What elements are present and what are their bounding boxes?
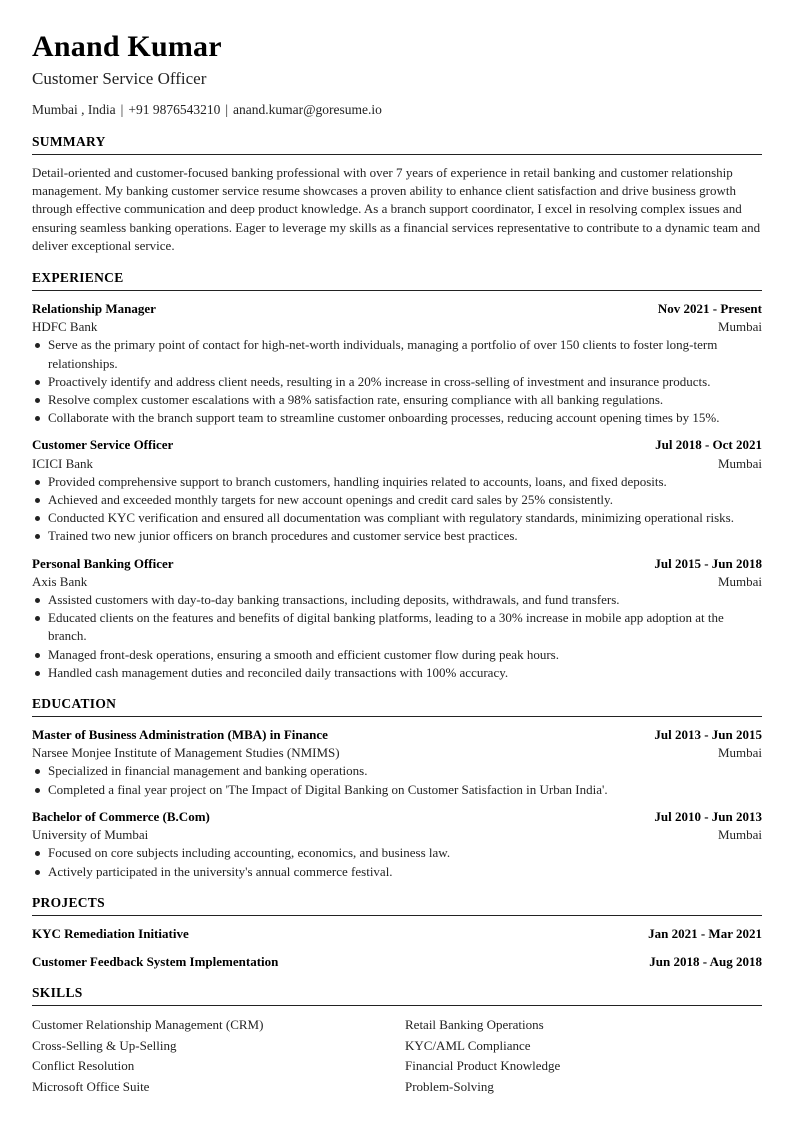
school-name: University of Mumbai — [32, 827, 149, 843]
bullet-item: Managed front-desk operations, ensuring a smooth and efficient customer flow during peak hours. — [32, 646, 762, 664]
section-heading: SKILLS — [32, 985, 762, 1006]
job-title: Relationship Manager — [32, 301, 156, 317]
section-heading: EDUCATION — [32, 696, 762, 717]
project-entry — [32, 925, 762, 943]
employer: Axis Bank — [32, 573, 88, 589]
bullet-item: Focused on core subjects including accounting, economics, and business law. — [32, 844, 762, 862]
skill-item: Conflict Resolution — [32, 1058, 135, 1074]
experience-entry — [32, 300, 762, 427]
bullet-list — [32, 473, 762, 546]
bullet-list — [32, 591, 762, 682]
bullet-item: Handled cash management duties and reconciled daily transactions with 100% accuracy. — [32, 664, 762, 682]
experience-entry — [32, 555, 762, 682]
section-heading: EXPERIENCE — [32, 270, 762, 291]
bullet-item: Educated clients on the features and benefits of digital banking platforms, leading to a 30% increase in mobile app adoption at the branch. — [32, 609, 762, 645]
school-name: Narsee Monjee Institute of Management Studies (NMIMS) — [32, 745, 340, 761]
job-title: Customer Service Officer — [32, 437, 174, 453]
skills-grid — [32, 1015, 762, 1097]
bullet-item: Collaborate with the branch support team to streamline customer onboarding processes, reducing account opening times by 15%. — [32, 409, 762, 427]
skill-item: Customer Relationship Management (CRM) — [32, 1017, 264, 1033]
bullet-item: Assisted customers with day-to-day banking transactions, including deposits, withdrawals, and fund transfers. — [32, 591, 762, 609]
job-location: Mumbai — [717, 573, 762, 589]
school-location: Mumbai — [717, 827, 762, 843]
bullet-item: Proactively identify and address client needs, resulting in a 20% increase in cross-selling of investment and insurance products. — [32, 373, 762, 391]
resume-page — [32, 30, 762, 1097]
skill-item: Financial Product Knowledge — [405, 1058, 561, 1074]
job-dates: Jul 2015 - Jun 2018 — [654, 555, 762, 571]
resume-header — [32, 30, 762, 119]
bullet-item: Trained two new junior officers on branch procedures and customer service best practices. — [32, 527, 762, 545]
contact-email[interactable]: anand.kumar@goresume.io — [233, 102, 382, 117]
bullet-list — [32, 762, 762, 798]
school-location: Mumbai — [717, 745, 762, 761]
job-dates: Jul 2018 - Oct 2021 — [655, 437, 762, 453]
summary-section — [32, 134, 762, 255]
contact-separator: | — [120, 102, 124, 117]
education-section — [32, 696, 762, 881]
bullet-item: Specialized in financial management and banking operations. — [32, 762, 762, 780]
education-entry — [32, 726, 762, 799]
candidate-name: Anand Kumar — [32, 30, 222, 63]
contact-location: Mumbai , India — [32, 102, 116, 117]
section-heading: PROJECTS — [32, 895, 762, 916]
contact-line — [32, 101, 762, 119]
section-heading: SUMMARY — [32, 134, 762, 155]
degree-name: Master of Business Administration (MBA) in Finance — [32, 727, 328, 743]
employer: ICICI Bank — [32, 455, 94, 471]
education-dates: Jul 2013 - Jun 2015 — [654, 727, 762, 743]
skill-item: KYC/AML Compliance — [405, 1037, 531, 1053]
bullet-list — [32, 336, 762, 427]
skills-section — [32, 985, 762, 1097]
skill-item: Microsoft Office Suite — [32, 1078, 150, 1094]
project-dates: Jan 2021 - Mar 2021 — [648, 925, 762, 941]
experience-section — [32, 270, 762, 682]
degree-name: Bachelor of Commerce (B.Com) — [32, 808, 210, 824]
bullet-item: Conducted KYC verification and ensured all documentation was compliant with regulatory standards, minimizing operational risks. — [32, 509, 762, 527]
education-dates: Jul 2010 - Jun 2013 — [654, 808, 762, 824]
summary-text: Detail-oriented and customer-focused banking professional with over 7 years of experience in retail banking and customer relationship management. My banking customer service resume showcases a proven ability to enhance client satisfaction and drive business growth through effective communication and deep product knowledge. As a branch support coordinator, I excel in resolving complex issues and ensuring seamless banking operations. Eager to leverage my skills as a financial services representative to contribute to a dynamic team and deliver exceptional service. — [32, 165, 761, 253]
education-entry — [32, 808, 762, 881]
job-location: Mumbai — [717, 319, 762, 335]
projects-section — [32, 895, 762, 971]
experience-entry — [32, 436, 762, 545]
bullet-item: Achieved and exceeded monthly targets for new account openings and credit card sales by 25% consistently. — [32, 491, 762, 509]
bullet-item: Completed a final year project on 'The Impact of Digital Banking on Customer Satisfaction in Urban India'. — [32, 781, 762, 799]
skill-item: Problem-Solving — [405, 1078, 494, 1094]
skill-item: Cross-Selling & Up-Selling — [32, 1037, 177, 1053]
candidate-title: Customer Service Officer — [32, 69, 207, 88]
job-dates: Nov 2021 - Present — [657, 301, 762, 317]
bullet-item: Actively participated in the university's annual commerce festival. — [32, 863, 762, 881]
project-name: KYC Remediation Initiative — [32, 925, 189, 941]
contact-separator: | — [225, 102, 229, 117]
job-location: Mumbai — [717, 455, 762, 471]
employer: HDFC Bank — [32, 319, 98, 335]
bullet-list — [32, 844, 762, 880]
project-name: Customer Feedback System Implementation — [32, 953, 279, 969]
job-title: Personal Banking Officer — [32, 555, 174, 571]
bullet-item: Serve as the primary point of contact for high-net-worth individuals, managing a portfolio of over 150 clients to foster long-term relationships. — [32, 336, 762, 372]
project-dates: Jun 2018 - Aug 2018 — [649, 953, 762, 969]
bullet-item: Provided comprehensive support to branch customers, handling inquiries related to accounts, loans, and fixed deposits. — [32, 473, 762, 491]
skill-item: Retail Banking Operations — [405, 1017, 544, 1033]
project-entry — [32, 953, 762, 971]
contact-phone: +91 9876543210 — [128, 102, 221, 117]
bullet-item: Resolve complex customer escalations with a 98% satisfaction rate, ensuring compliance with all banking regulations. — [32, 391, 762, 409]
